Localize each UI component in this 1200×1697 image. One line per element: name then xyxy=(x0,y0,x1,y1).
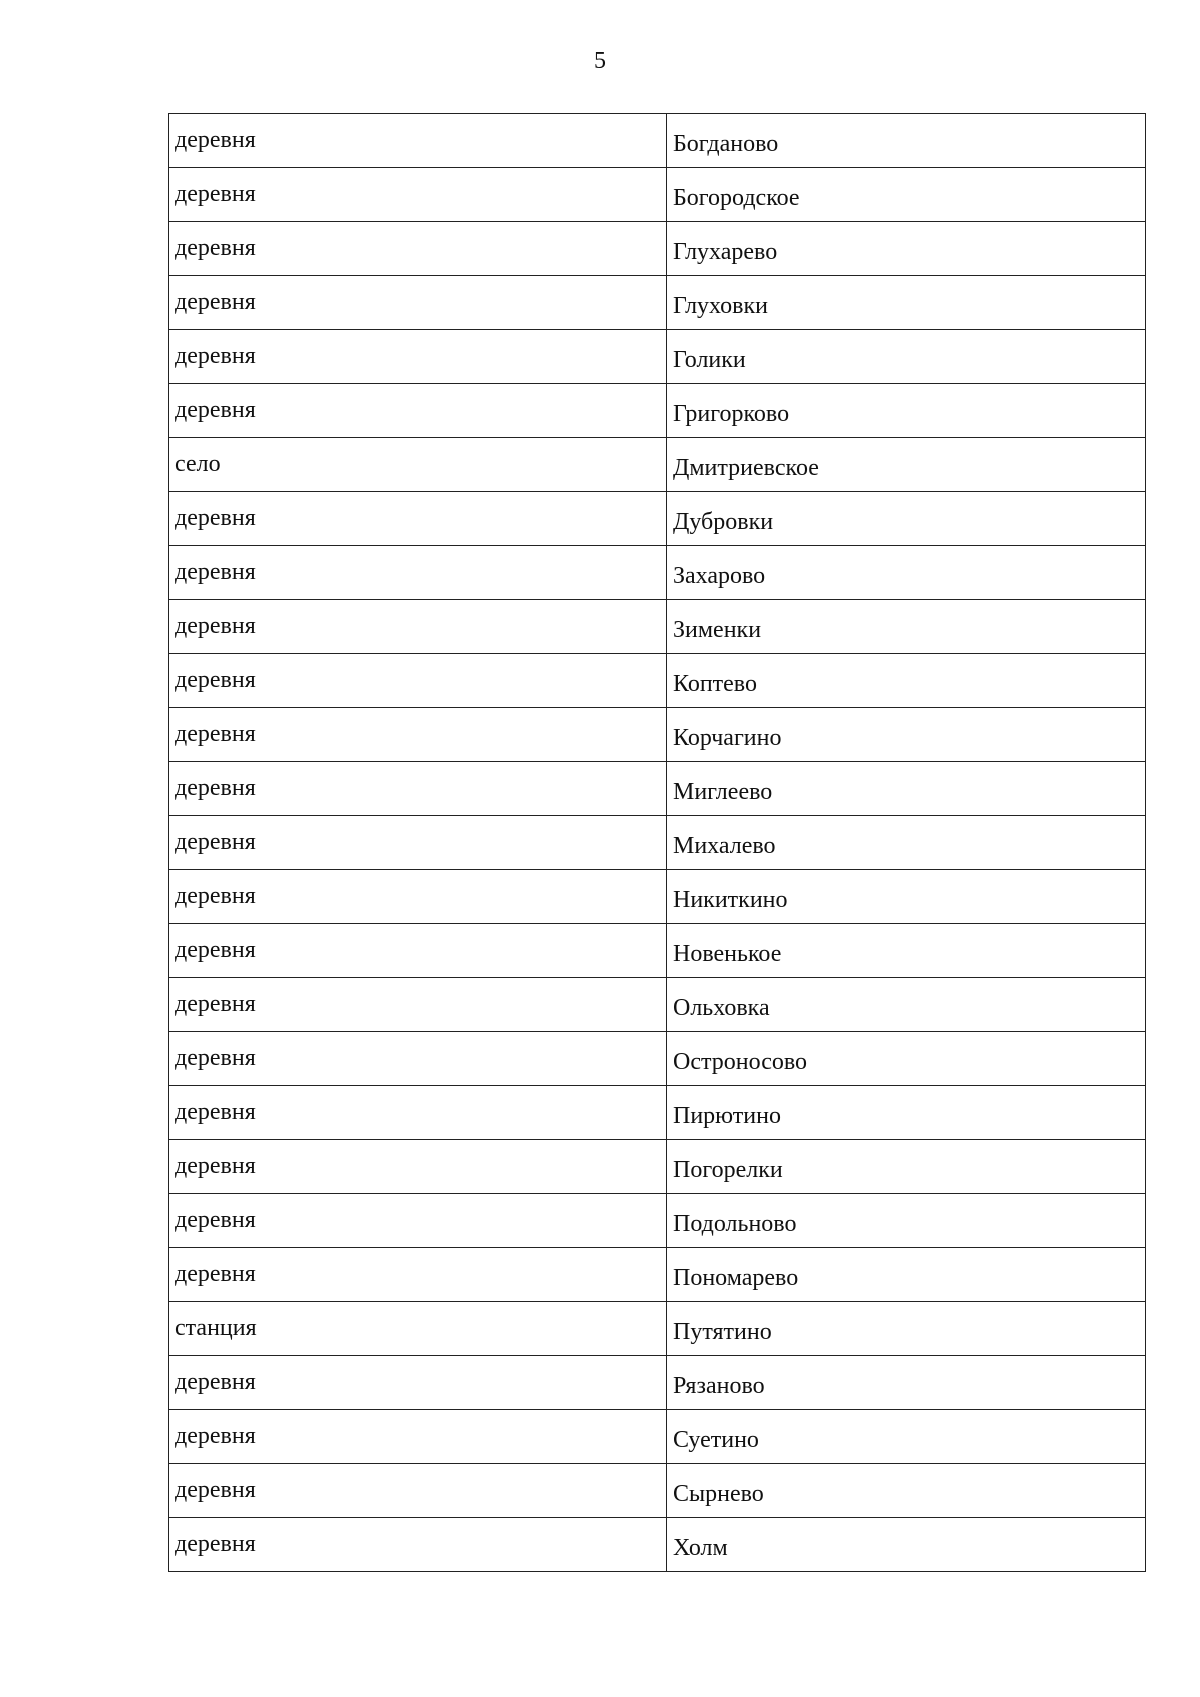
settlement-name-cell: Дубровки xyxy=(667,492,1146,546)
table-row xyxy=(169,546,1146,600)
settlement-type-cell: деревня xyxy=(169,708,667,762)
settlement-name-cell: Голики xyxy=(667,330,1146,384)
settlement-name-cell: Сырнево xyxy=(667,1464,1146,1518)
table-row xyxy=(169,114,1146,168)
table-row xyxy=(169,168,1146,222)
settlement-name-cell: Зименки xyxy=(667,600,1146,654)
settlement-name-cell: Дмитриевское xyxy=(667,438,1146,492)
table-row xyxy=(169,708,1146,762)
settlement-type-cell: деревня xyxy=(169,1140,667,1194)
settlement-type-cell: деревня xyxy=(169,546,667,600)
settlement-name-cell: Погорелки xyxy=(667,1140,1146,1194)
settlement-type-cell: деревня xyxy=(169,1194,667,1248)
table-row xyxy=(169,1518,1146,1572)
settlement-type-cell: село xyxy=(169,438,667,492)
settlement-type-cell: деревня xyxy=(169,870,667,924)
settlement-type-cell: станция xyxy=(169,1302,667,1356)
settlements-table xyxy=(168,113,1146,1572)
settlement-name-cell: Михалево xyxy=(667,816,1146,870)
settlement-name-cell: Коптево xyxy=(667,654,1146,708)
table-row xyxy=(169,1140,1146,1194)
table-row xyxy=(169,1302,1146,1356)
settlement-type-cell: деревня xyxy=(169,222,667,276)
settlement-type-cell: деревня xyxy=(169,1356,667,1410)
table-row xyxy=(169,222,1146,276)
settlement-name-cell: Остроносово xyxy=(667,1032,1146,1086)
table-row xyxy=(169,1086,1146,1140)
settlement-name-cell: Подольново xyxy=(667,1194,1146,1248)
settlement-type-cell: деревня xyxy=(169,600,667,654)
table-row xyxy=(169,1032,1146,1086)
settlement-type-cell: деревня xyxy=(169,762,667,816)
settlement-type-cell: деревня xyxy=(169,168,667,222)
settlement-name-cell: Холм xyxy=(667,1518,1146,1572)
settlement-type-cell: деревня xyxy=(169,1086,667,1140)
settlement-type-cell: деревня xyxy=(169,114,667,168)
settlement-type-cell: деревня xyxy=(169,1248,667,1302)
settlement-type-cell: деревня xyxy=(169,1410,667,1464)
page-number: 5 xyxy=(594,48,606,74)
settlement-name-cell: Глуховки xyxy=(667,276,1146,330)
settlement-type-cell: деревня xyxy=(169,1518,667,1572)
settlement-name-cell: Глухарево xyxy=(667,222,1146,276)
table-row xyxy=(169,1464,1146,1518)
table-row xyxy=(169,1194,1146,1248)
settlement-name-cell: Ольховка xyxy=(667,978,1146,1032)
settlement-type-cell: деревня xyxy=(169,330,667,384)
table-row xyxy=(169,1248,1146,1302)
table-row xyxy=(169,438,1146,492)
settlement-type-cell: деревня xyxy=(169,654,667,708)
settlement-type-cell: деревня xyxy=(169,978,667,1032)
table-row xyxy=(169,384,1146,438)
settlement-name-cell: Пономарево xyxy=(667,1248,1146,1302)
settlement-type-cell: деревня xyxy=(169,276,667,330)
settlement-name-cell: Новенькое xyxy=(667,924,1146,978)
settlement-name-cell: Захарово xyxy=(667,546,1146,600)
settlement-name-cell: Богданово xyxy=(667,114,1146,168)
table-row xyxy=(169,816,1146,870)
settlement-name-cell: Суетино xyxy=(667,1410,1146,1464)
table-row xyxy=(169,762,1146,816)
settlement-type-cell: деревня xyxy=(169,1464,667,1518)
settlement-name-cell: Рязаново xyxy=(667,1356,1146,1410)
settlement-name-cell: Пирютино xyxy=(667,1086,1146,1140)
table-row xyxy=(169,654,1146,708)
settlement-name-cell: Никиткино xyxy=(667,870,1146,924)
table-row xyxy=(169,978,1146,1032)
table-row xyxy=(169,924,1146,978)
table-row xyxy=(169,600,1146,654)
table-row xyxy=(169,276,1146,330)
table-row xyxy=(169,870,1146,924)
settlements-table-body xyxy=(169,114,1146,1572)
table-row xyxy=(169,1410,1146,1464)
settlement-type-cell: деревня xyxy=(169,816,667,870)
settlement-type-cell: деревня xyxy=(169,1032,667,1086)
settlement-type-cell: деревня xyxy=(169,492,667,546)
table-row xyxy=(169,492,1146,546)
settlement-name-cell: Корчагино xyxy=(667,708,1146,762)
table-row xyxy=(169,330,1146,384)
settlement-name-cell: Богородское xyxy=(667,168,1146,222)
settlement-type-cell: деревня xyxy=(169,384,667,438)
settlement-name-cell: Григорково xyxy=(667,384,1146,438)
settlement-name-cell: Путятино xyxy=(667,1302,1146,1356)
table-row xyxy=(169,1356,1146,1410)
settlement-name-cell: Миглеево xyxy=(667,762,1146,816)
settlement-type-cell: деревня xyxy=(169,924,667,978)
